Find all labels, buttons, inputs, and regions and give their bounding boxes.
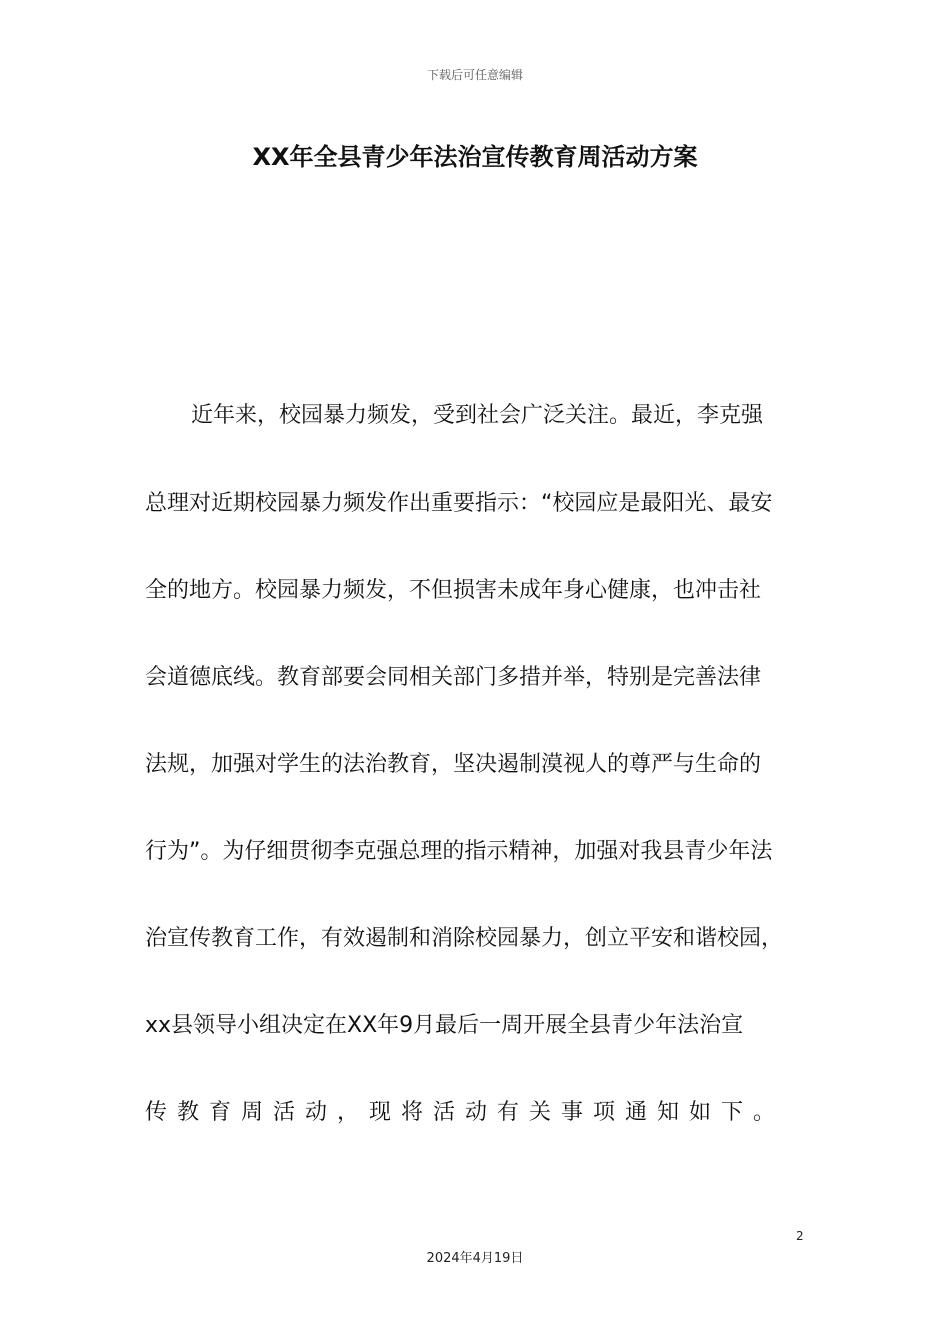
body-line-2: 总理对近期校园暴力频发作出重要指示：“校园应是最阳光、最安 (145, 491, 773, 516)
document-title: XX年全县青少年法治宣传教育周活动方案 (252, 143, 698, 171)
body-line-7: 治宣传教育工作，有效遏制和消除校园暴力，创立平安和谐校园， (145, 926, 784, 951)
footer-date: 2024年4月19日 (426, 1251, 524, 1266)
body-line-3: 全的地方。校园暴力频发，不但损害未成年身心健康，也冲击社 (145, 578, 762, 603)
body-line-5: 法规，加强对学生的法治教育，坚决遏制漠视人的尊严与生命的 (145, 752, 762, 777)
body-line-8: xx县领导小组决定在XX年9月最后一周开展全县青少年法治宣 (145, 1013, 744, 1038)
body-line-1: 近年来，校园暴力频发，受到社会广泛关注。最近，李克强 (191, 403, 764, 428)
body-line-4: 会道德底线。教育部要会同相关部门多措并举，特别是完善法律 (145, 665, 762, 690)
page-number: 2 (796, 1229, 804, 1243)
body-line-6: 行为”。为仔细贯彻李克强总理的指示精神，加强对我县青少年法 (145, 839, 773, 864)
body-line-9: 传教育周活动，现将活动有关事项通知如下。 (145, 1100, 786, 1125)
header-note: 下载后可任意编辑 (426, 68, 523, 82)
